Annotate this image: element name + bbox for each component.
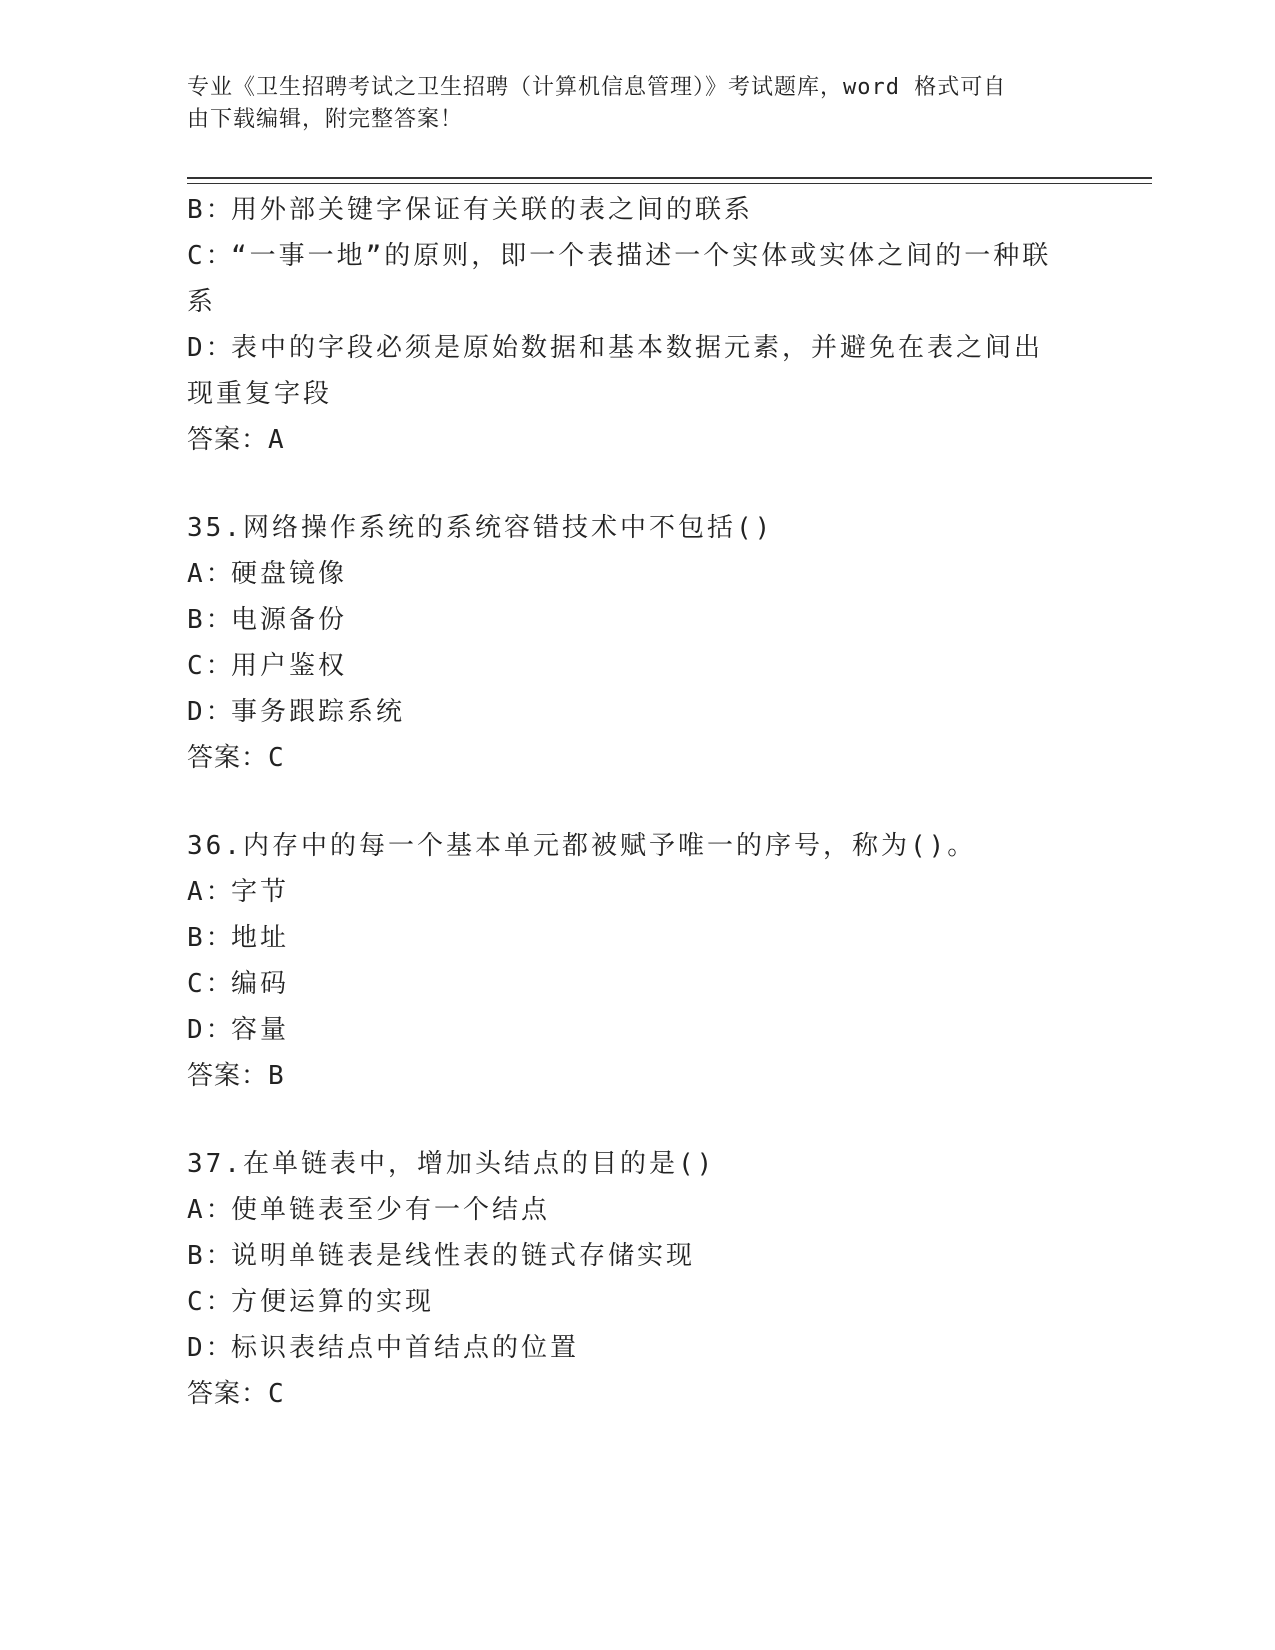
option-text: 标识表结点中首结点的位置 xyxy=(231,1333,580,1363)
answer-line xyxy=(187,417,1087,463)
question-stem: 37.在单链表中，增加头结点的目的是() xyxy=(187,1149,716,1179)
header-title-line-1: 专业《卫生招聘考试之卫生招聘（计算机信息管理）》考试题库，word 格式可自 xyxy=(187,75,1007,100)
answer-label: 答案： xyxy=(187,743,269,773)
question-block-continued xyxy=(187,187,1087,463)
option-text: “一事一地”的原则，即一个表描述一个实体或实体之间的一种联系 xyxy=(187,241,1052,317)
option-key: A： xyxy=(187,877,235,907)
answer-value: A xyxy=(268,425,285,455)
option-key: C： xyxy=(187,1287,235,1317)
option-key: C： xyxy=(187,241,235,271)
option-row xyxy=(187,915,1087,961)
answer-label: 答案： xyxy=(187,1379,269,1409)
option-text: 方便运算的实现 xyxy=(231,1287,435,1317)
option-row xyxy=(187,689,1087,735)
option-row xyxy=(187,1187,1087,1233)
answer-label: 答案： xyxy=(187,1061,269,1091)
option-text: 电源备份 xyxy=(231,605,348,635)
answer-value: B xyxy=(268,1061,285,1091)
option-text: 容量 xyxy=(231,1015,290,1045)
option-text: 用外部关键字保证有关联的表之间的联系 xyxy=(231,195,754,225)
question-stem: 35.网络操作系统的系统容错技术中不包括() xyxy=(187,513,774,543)
option-key: D： xyxy=(187,1015,235,1045)
option-text: 用户鉴权 xyxy=(231,651,348,681)
answer-value: C xyxy=(268,1379,285,1409)
option-row xyxy=(187,1279,1087,1325)
answer-value: C xyxy=(268,743,285,773)
option-row xyxy=(187,869,1087,915)
option-key: C： xyxy=(187,651,235,681)
answer-label: 答案： xyxy=(187,425,269,455)
option-text: 事务跟踪系统 xyxy=(231,697,406,727)
option-key: B： xyxy=(187,923,235,953)
answer-line xyxy=(187,1371,1087,1417)
option-row xyxy=(187,597,1087,643)
question-list xyxy=(187,187,1087,1417)
option-key: B： xyxy=(187,605,235,635)
answer-line xyxy=(187,735,1087,781)
header-rule-thin xyxy=(187,183,1152,184)
option-row xyxy=(187,1007,1087,1053)
option-key: A： xyxy=(187,1195,235,1225)
option-row xyxy=(187,1233,1087,1279)
option-key: D： xyxy=(187,697,235,727)
option-key: D： xyxy=(187,1333,235,1363)
question-block-37 xyxy=(187,1141,1087,1417)
option-row xyxy=(187,187,1087,233)
option-row xyxy=(187,1325,1087,1371)
option-row xyxy=(187,643,1087,689)
option-row xyxy=(187,233,1067,325)
header-rule-thick xyxy=(187,177,1152,179)
option-key: D： xyxy=(187,333,235,363)
option-text: 硬盘镜像 xyxy=(231,559,348,589)
option-text: 字节 xyxy=(231,877,290,907)
option-key: C： xyxy=(187,969,235,999)
question-stem: 36.内存中的每一个基本单元都被赋予唯一的序号，称为()。 xyxy=(187,831,977,861)
spacer xyxy=(187,1099,1087,1141)
option-key: B： xyxy=(187,195,235,225)
header-title-line-2: 由下载编辑，附完整答案！ xyxy=(187,107,464,132)
option-row xyxy=(187,325,1067,417)
option-row xyxy=(187,551,1087,597)
spacer xyxy=(187,781,1087,823)
option-text: 说明单链表是线性表的链式存储实现 xyxy=(231,1241,696,1271)
spacer xyxy=(187,463,1087,505)
option-text: 编码 xyxy=(231,969,290,999)
option-text: 表中的字段必须是原始数据和基本数据元素，并避免在表之间出现重复字段 xyxy=(187,333,1044,409)
answer-line xyxy=(187,1053,1087,1099)
option-key: B： xyxy=(187,1241,235,1271)
question-block-35 xyxy=(187,505,1087,781)
option-key: A： xyxy=(187,559,235,589)
option-text: 使单链表至少有一个结点 xyxy=(231,1195,551,1225)
option-row xyxy=(187,961,1087,1007)
document-header xyxy=(187,72,1067,136)
option-text: 地址 xyxy=(231,923,290,953)
question-block-36 xyxy=(187,823,1087,1099)
